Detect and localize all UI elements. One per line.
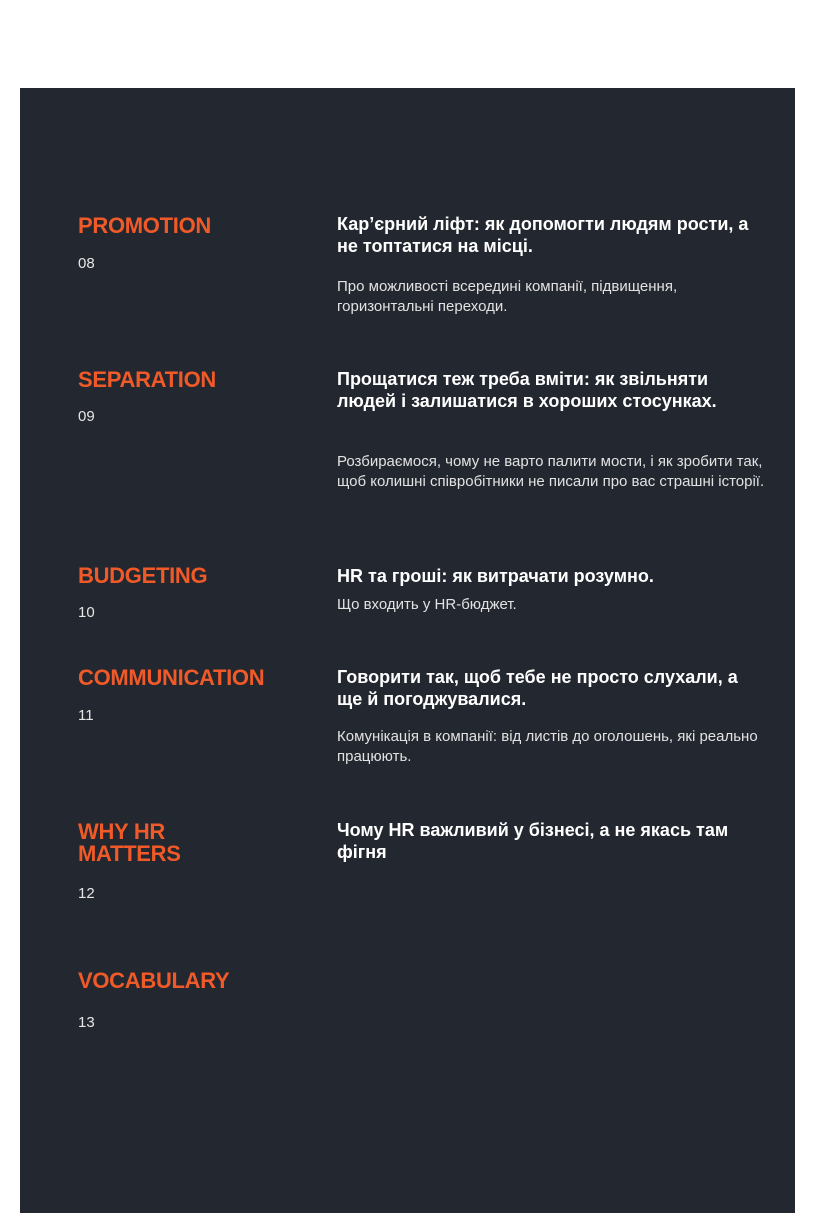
section-heading: BUDGETING (78, 563, 208, 588)
page-number: 12 (78, 885, 95, 902)
section-title: Говорити так, щоб тебе не просто слухали, а ще й погоджувалися. (337, 667, 738, 709)
section-heading: SEPARATION (78, 367, 216, 392)
section-title: Чому HR важливий у бізнесі, а не якась там фігня (337, 820, 729, 862)
section-title: HR та гроші: як витрачати розумно. (337, 566, 654, 586)
section-description: Розбираємося, чому не варто палити мости, і як зробити так, щоб колишні співробітники не писали про вас страшні історії. (337, 453, 765, 490)
page-number: 08 (78, 255, 95, 272)
page-number: 10 (78, 604, 95, 621)
section-description: Про можливості всередині компанії, підвищення, горизонтальні переходи. (337, 278, 678, 315)
page-number: 09 (78, 408, 95, 425)
page-number: 13 (78, 1014, 95, 1031)
section-heading: COMMUNICATION (78, 665, 265, 690)
page-number: 11 (78, 707, 94, 724)
section-title: Прощатися теж треба вміти: як звільняти людей і залишатися в хороших стосунках. (337, 369, 717, 411)
section-heading: VOCABULARY (78, 968, 230, 993)
section-title: Кар’єрний ліфт: як допомогти людям рости, а не топтатися на місці. (337, 214, 749, 256)
table-of-contents-page (20, 88, 795, 1213)
section-description: Комунікація в компанії: від листів до оголошень, які реально працюють. (337, 728, 758, 765)
section-heading: PROMOTION (78, 213, 211, 238)
section-heading: WHY HR MATTERS (78, 819, 181, 866)
section-description: Що входить у HR-бюджет. (337, 596, 517, 613)
